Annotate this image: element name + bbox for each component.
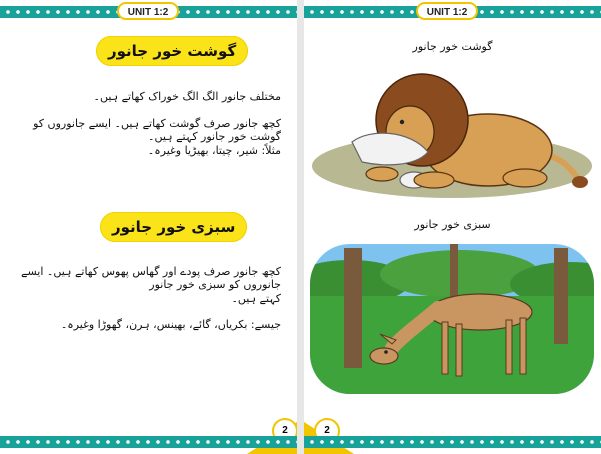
herbivore-examples: جیسے: بکریاں، گائے، بھینس، ہرن، گھوڑا وغیرہ۔ xyxy=(60,318,281,331)
herbivore-text-line-2: کہتے ہیں۔ xyxy=(231,292,281,305)
carnivore-text-line-1: مختلف جانور الگ الگ خوراک کھاتے ہیں۔ xyxy=(93,90,281,103)
herbivore-text-line-1: کچھ جانور صرف پودے اور گھاس پھوس کھاتے ہیں۔ ایسے جانوروں کو سبزی خور جانور xyxy=(21,265,281,291)
deer-illustration xyxy=(310,244,594,394)
right-page xyxy=(304,0,601,454)
lion-caption: گوشت خور جانور xyxy=(412,40,493,53)
left-page xyxy=(0,0,297,454)
page-number: 2 xyxy=(314,418,340,444)
lion-illustration xyxy=(310,62,594,202)
unit-label: UNIT 1:2 xyxy=(416,2,478,20)
bottom-decorative-band xyxy=(304,436,601,448)
carnivore-heading: گوشت خور جانور xyxy=(96,36,248,66)
page-number: 2 xyxy=(272,418,297,444)
carnivore-text-line-2: کچھ جانور صرف گوشت کھاتے ہیں۔ ایسے جانوروں کو گوشت خور جانور کہتے ہیں۔ xyxy=(33,117,281,143)
unit-label: UNIT 1:2 xyxy=(117,2,179,20)
carnivore-examples: مثلاً: شیر، چیتا، بھیڑیا وغیرہ۔ xyxy=(147,144,281,157)
bottom-decorative-band xyxy=(0,436,297,448)
deer-caption: سبزی خور جانور xyxy=(414,218,491,231)
herbivore-heading: سبزی خور جانور xyxy=(100,212,247,242)
book-gutter xyxy=(297,0,304,454)
